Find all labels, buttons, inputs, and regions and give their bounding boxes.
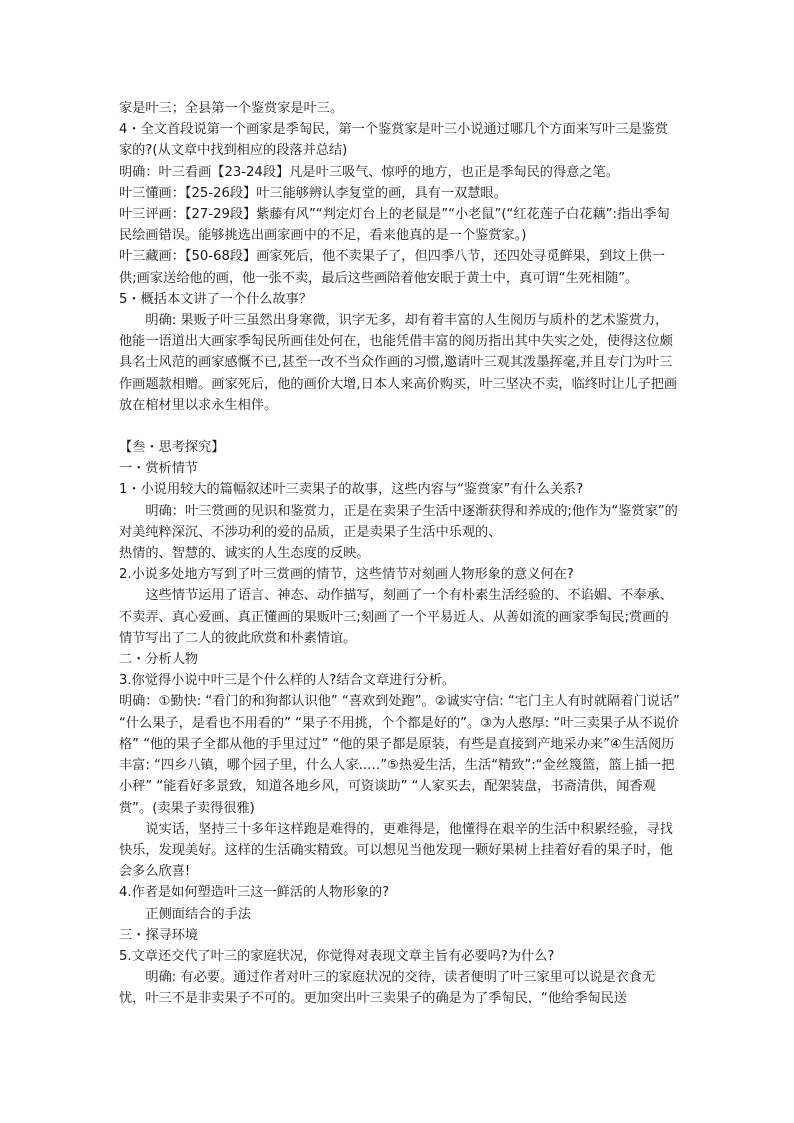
text-line: 明确：叶三看画【23-24段】凡是叶三吸气、惊呼的地方，也正是季匋民的得意之笔。: [119, 164, 619, 180]
text-line: 热情的、智慧的、诚实的人生态度的反映。: [119, 546, 370, 562]
text-line: 这些情节运用了语言、神态、动作描写，刻画了一个有朴素生活经验的、不谄媚、不奉承、不卖弄、真心爱画、真正懂画的果贩叶三;刻画了一个平易近人、从善如流的画家季匋民;赏画的情节写出了二人的彼此欣赏和朴素情谊。: [119, 588, 673, 646]
text-line: 叶三评画：【27-29段】紫藤有风”“判定灯台上的老鼠是”“小老鼠”(“红花莲子白花藕”:指出季匋民绘画错误。能够挑选出画家画中的不足，看来他真的是一个鉴赏家。): [119, 207, 670, 244]
text-line: 三・探寻环境: [119, 927, 199, 943]
text-line: 叶三懂画：【25-26段】叶三能够辨认李复堂的画，具有一双慧眼。: [119, 185, 507, 201]
text-line: 一・赏析情节: [119, 461, 199, 477]
text-line: 【叁・思考探究】: [119, 440, 225, 456]
text-line: 明确：①勤快: “看门的和狗都认识他” “喜欢到处跑”。②诚实守信: “宅门主人有时就隔着门说话” “什么果子，是看也不用看的” “果子不用挑，个个都是好的”。③为人憨厚: “叶三卖果子从不说价格” “他的果子全都从他的手里过过” “他的果子都是原装，有些是直接到产地采办来”④生活阅历丰富: “四乡八镇，哪个园子里，什么人家..…”⑤热爱生活，生活“精致”:“金丝篾篮，篮上插一把小秤” “能看好多景致，知道各地乡风，可资谈助” “人家买去，配架装盘，书斋清供，闻香观赏”。(卖果子卖得很雅): [119, 694, 680, 816]
text-line: 明确: 有必要。通过作者对叶三的家庭状况的交待，读者便明了叶三家里可以说是衣食无忧，叶三不是非卖果子不可的。更加突出叶三卖果子的确是为了季匋民，“他给季匋民送: [119, 970, 656, 1007]
text-line: 5・概括本文讲了一个什么故事？: [119, 291, 313, 307]
text-line: 4・全文首段说第一个画家是季匋民，第一个鉴赏家是叶三小说通过哪几个方面来写叶三是鉴赏家的?(从文章中找到相应的段落并总结): [119, 122, 669, 159]
text-line: 说实话，坚持三十多年这样跑是难得的，更难得是，他懂得在艰辛的生活中积累经验，寻找快乐，发现美好。这样的生活确实精致。可以想见当他发现一颗好果树上挂着好看的果子时，他会多么欣喜!: [119, 821, 673, 880]
text-line: 叶三藏画：【50-68段】画家死后，他不卖果子了，但四季八节，还四处寻觅鲜果，到坟上供一供;画家送给他的画，他一张不卖，最后这些画陪着他安眠于黄土中，真可谓“生死相随”。: [119, 249, 666, 286]
text-line: 明确: 果贩子叶三虽然出身寒微，识字无多，却有着丰富的人生阅历与质朴的艺术鉴赏力，他能一语道出大画家季匋民所画佳处何在，也能凭借丰富的阅历指出其中失实之处，使得这位颇具名士风范的画家感慨不已,甚至一改不当众作画的习惯,邀请叶三观其泼墨挥毫,并且专门为叶三作画题款相赠。画家死后，他的画价大增,日本人来高价购买，叶三坚决不卖，临终时让儿子把画放在棺材里以求永生相伴。: [119, 313, 678, 413]
document-body: [119, 98, 681, 1010]
text-line: 家是叶三；全县第一个鉴赏家是叶三。: [119, 101, 344, 116]
text-line: 1・小说用较大的篇幅叙述叶三卖果子的故事，这些内容与“鉴赏家”有什么关系?: [119, 482, 584, 498]
text-line: 2.小说多处地方写到了叶三赏画的情节，这些情节对刻画人物形象的意义何在?: [119, 567, 574, 583]
text-line: 4.作者是如何塑造叶三这一鲜活的人物形象的?: [119, 885, 390, 901]
text-line: 二・分析人物: [119, 652, 199, 668]
text-line: 5.文章还交代了叶三的家庭状况，你觉得对表现文章主旨有必要吗?为什么?: [119, 948, 555, 964]
text-line: 正侧面结合的手法: [145, 906, 251, 922]
text-line: 3.你觉得小说中叶三是个什么样的人?结合文章进行分析。: [119, 673, 456, 689]
text-line: 明确：叶三赏画的见识和鉴赏力，正是在卖果子生活中逐渐获得和养成的;他作为“鉴赏家”的对美纯粹深沉、不涉功利的爱的品质，正是卖果子生活中乐观的、: [119, 503, 678, 540]
blank-line: [119, 416, 681, 437]
